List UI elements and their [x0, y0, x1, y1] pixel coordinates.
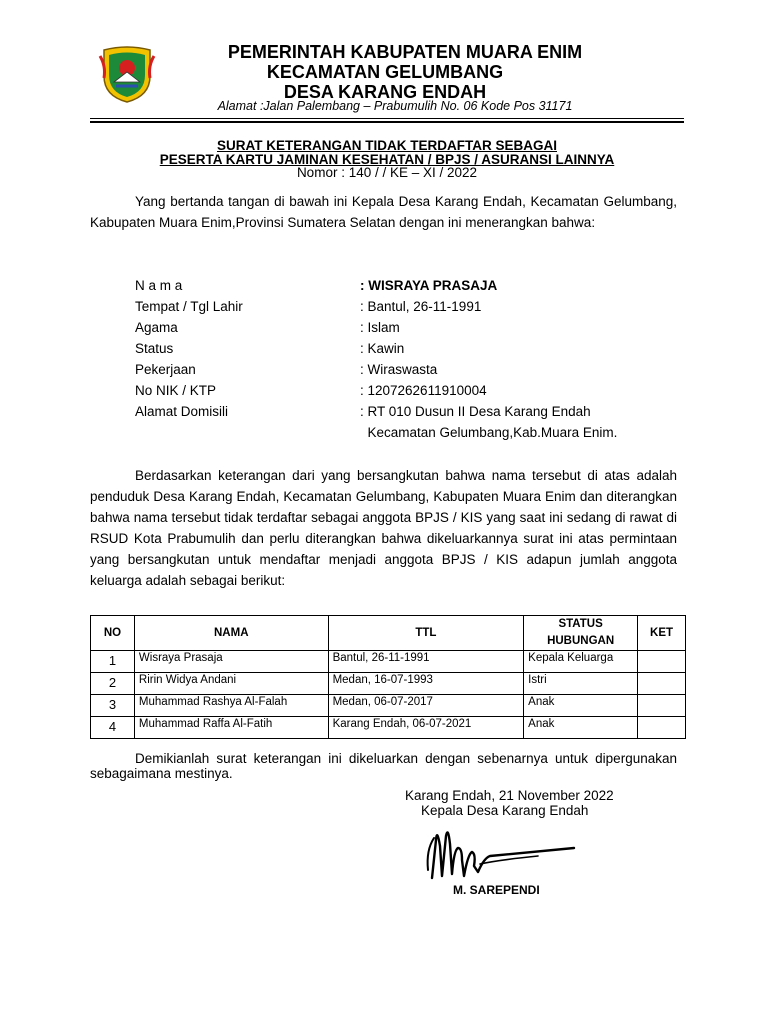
- field-value: Kecamatan Gelumbang,Kab.Muara Enim.: [360, 425, 618, 440]
- table-row: [91, 651, 686, 673]
- table-cell: Karang Endah, 06-07-2021: [328, 717, 524, 739]
- field-value: : 1207262611910004: [360, 383, 487, 398]
- field-row-occupation: [135, 359, 695, 380]
- table-cell: Wisraya Prasaja: [134, 651, 328, 673]
- table-cell: Anak: [524, 695, 638, 717]
- table-cell: Medan, 16-07-1993: [328, 673, 524, 695]
- table-cell: Anak: [524, 717, 638, 739]
- table-cell: Ririn Widya Andani: [134, 673, 328, 695]
- table-cell: Kepala Keluarga: [524, 651, 638, 673]
- table-cell: 1: [91, 651, 135, 673]
- signature-position: Kepala Desa Karang Endah: [421, 803, 589, 818]
- field-row-religion: [135, 317, 695, 338]
- field-label: Pekerjaan: [135, 362, 196, 377]
- body-paragraph: Berdasarkan keterangan dari yang bersangkutan bahwa nama tersebut di atas adalah penduduk Desa Karang Endah, Kecamatan Gelumbang, Kabupaten Muara Enim dan diterangkan bahwa nama tersebut tidak terdaftar sebagai anggota BPJS / KIS yang saat ini sedang di rawat di RSUD Kota Prabumulih dan perlu diterangkan bahwa dikeluarkannya surat ini atas permintaan yang bersangkutan untuk mendaftar menjadi anggota BPJS / KIS adapun jumlah anggota keluarga adalah sebagai berikut:: [90, 468, 677, 588]
- header-divider-thick: [90, 121, 684, 123]
- table-cell: Medan, 06-07-2017: [328, 695, 524, 717]
- field-label: Tempat / Tgl Lahir: [135, 299, 243, 314]
- letter-number: Nomor : 140 / / KE – XI / 2022: [296, 165, 478, 180]
- field-value: : Islam: [360, 320, 400, 335]
- table-header-row: [91, 616, 686, 651]
- letterhead-district: KECAMATAN GELUMBANG: [266, 62, 504, 82]
- table-row: [91, 695, 686, 717]
- field-value: : Bantul, 26-11-1991: [360, 299, 482, 314]
- column-header: STATUS HUBUNGAN: [524, 616, 638, 651]
- field-label: Alamat Domisili: [135, 404, 229, 419]
- person-name: : WISRAYA PRASAJA: [360, 278, 498, 293]
- letterhead-government: PEMERINTAH KABUPATEN MUARA ENIM: [227, 42, 583, 62]
- letter-title-line1: SURAT KETERANGAN TIDAK TERDAFTAR SEBAGAI: [217, 138, 557, 153]
- table-cell: 2: [91, 673, 135, 695]
- closing-paragraph: Demikianlah surat keterangan ini dikeluarkan dengan sebenarnya untuk dipergunakan sebagaimana mestinya.: [90, 751, 677, 781]
- family-members-table: [90, 615, 686, 739]
- column-header: TTL: [328, 616, 524, 651]
- intro-paragraph: Yang bertanda tangan di bawah ini Kepala Desa Karang Endah, Kecamatan Gelumbang, Kabupaten Muara Enim,Provinsi Sumatera Selatan dengan ini menerangkan bahwa:: [90, 194, 677, 230]
- field-row-address-cont: [135, 422, 695, 443]
- field-value: : RT 010 Dusun II Desa Karang Endah: [360, 404, 591, 419]
- field-value: : Kawin: [360, 341, 405, 356]
- field-row-nik: [135, 380, 695, 401]
- field-value: : Wiraswasta: [360, 362, 438, 377]
- field-label: Status: [135, 341, 174, 356]
- field-row-address: [135, 401, 695, 422]
- column-header: KET: [638, 616, 686, 651]
- table-cell: 3: [91, 695, 135, 717]
- regency-logo: [96, 42, 158, 104]
- signature-place-date: Karang Endah, 21 November 2022: [405, 788, 614, 803]
- field-label: Agama: [135, 320, 178, 335]
- table-cell: Istri: [524, 673, 638, 695]
- header-divider-thin: [90, 118, 684, 119]
- table-cell: Muhammad Rashya Al-Falah: [134, 695, 328, 717]
- letterhead-address: Alamat :Jalan Palembang – Prabumulih No. 06 Kode Pos 31171: [217, 99, 573, 113]
- table-cell: [638, 673, 686, 695]
- field-row-status: [135, 338, 695, 359]
- column-header: NO: [91, 616, 135, 651]
- letterhead-village: DESA KARANG ENDAH: [283, 82, 487, 102]
- table-cell: 4: [91, 717, 135, 739]
- signatory-name: M. SAREPENDI: [453, 883, 540, 897]
- field-row-name: [135, 275, 695, 296]
- field-row-birth: [135, 296, 695, 317]
- column-header: NAMA: [134, 616, 328, 651]
- table-cell: [638, 651, 686, 673]
- field-label: No NIK / KTP: [135, 383, 217, 398]
- table-row: [91, 717, 686, 739]
- field-label: N a m a: [135, 278, 183, 293]
- table-row: [91, 673, 686, 695]
- field-value: [360, 275, 497, 296]
- letter-title-line2: PESERTA KARTU JAMINAN KESEHATAN / BPJS / ASURANSI LAINNYA: [159, 152, 615, 167]
- table-cell: [638, 695, 686, 717]
- table-cell: Muhammad Raffa Al-Fatih: [134, 717, 328, 739]
- handwritten-signature: [418, 820, 578, 882]
- table-cell: [638, 717, 686, 739]
- table-cell: Bantul, 26-11-1991: [328, 651, 524, 673]
